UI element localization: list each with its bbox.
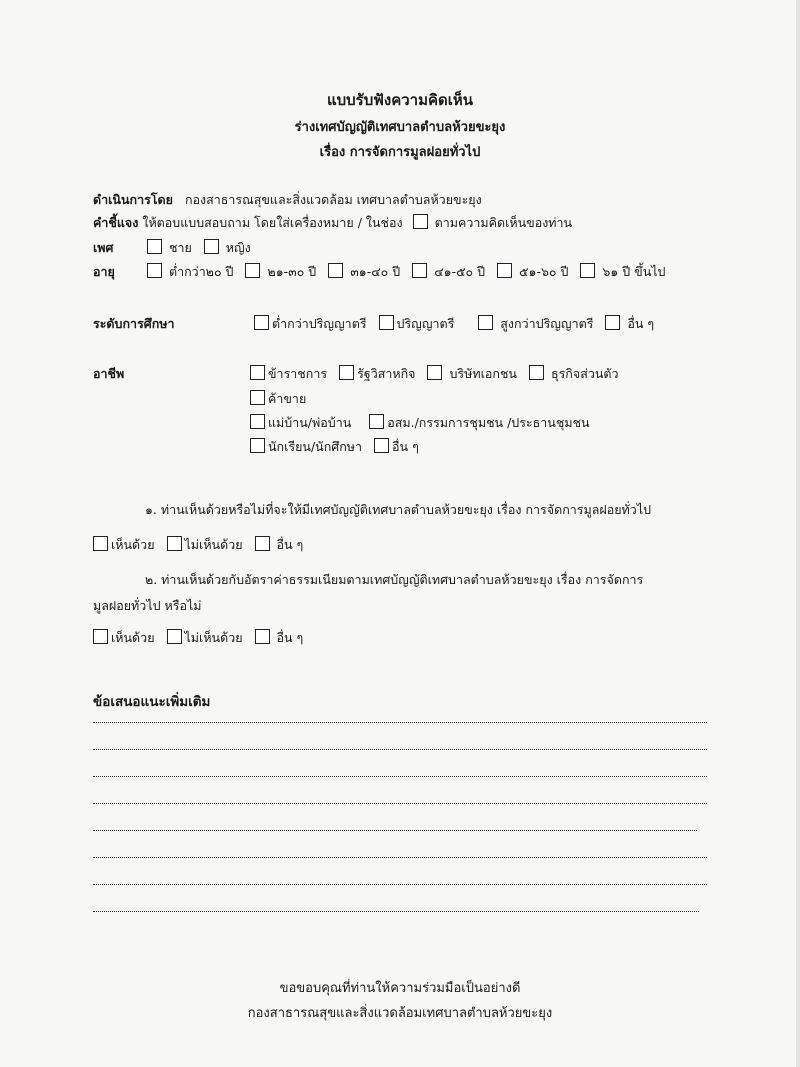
suggestion-line-6[interactable] xyxy=(93,857,707,858)
suggestions-label: ข้อเสนอแนะเพิ่มเติม xyxy=(93,694,211,710)
q2-disagree-checkbox[interactable] xyxy=(167,629,182,644)
edu-above-bachelor-label: สูงกว่าปริญญาตรี xyxy=(500,316,594,331)
q2-text-line2: มูลฝอยทั่วไป หรือไม่ xyxy=(93,598,202,613)
q1-disagree-label: ไม่เห็นด้วย xyxy=(184,537,243,552)
q1-other-label: อื่น ๆ xyxy=(276,537,304,552)
age-21-30-label: ๒๑-๓๐ ปี xyxy=(267,264,317,279)
suggestion-line-1[interactable] xyxy=(93,722,707,723)
edu-below-bachelor-label: ต่ำกว่าปริญญาตรี xyxy=(271,316,367,331)
occ-homemaker-checkbox[interactable] xyxy=(250,414,265,429)
operator-value: กองสาธารณสุขและสิ่งแวดล้อม เทศบาลตำบลห้วยขะยุง xyxy=(184,192,482,207)
operator-label: ดำเนินการโดย xyxy=(93,192,173,207)
gender-row xyxy=(93,238,259,258)
footer-org: กองสาธารณสุขและสิ่งแวดล้อมเทศบาลตำบลห้วยขะยุง xyxy=(247,1006,553,1021)
occupation-row-3 xyxy=(250,413,598,433)
gender-female-label: หญิง xyxy=(225,240,251,255)
q2-other-label: อื่น ๆ xyxy=(276,630,304,645)
age-under20-label: ต่ำกว่า๒๐ ปี xyxy=(168,264,234,279)
occ-state-enterprise-label: รัฐวิสาหกิจ xyxy=(357,366,416,381)
occ-other-label: อื่น ๆ xyxy=(392,439,419,454)
age-under20-checkbox[interactable] xyxy=(147,263,162,278)
example-checkbox xyxy=(413,214,428,229)
occ-private-company-label: บริษัทเอกชน xyxy=(449,366,517,381)
occ-state-enterprise-checkbox[interactable] xyxy=(339,365,354,380)
age-61-plus-label: ๖๑ ปี ขึ้นไป xyxy=(602,264,666,279)
occupation-row-2 xyxy=(250,389,314,409)
suggestion-line-4[interactable] xyxy=(93,803,707,804)
suggestion-line-2[interactable] xyxy=(93,749,707,750)
q1-agree-label: เห็นด้วย xyxy=(111,537,155,552)
q2-text-line1: ๒. ท่านเห็นด้วยกับอัตราค่าธรรมเนียมตามเทศบัญญัติเทศบาลตำบลห้วยขะยุง เรื่อง การจัดการ xyxy=(145,572,644,587)
form-title: แบบรับฟังความคิดเห็น xyxy=(326,91,474,109)
edu-other-label: อื่น ๆ xyxy=(627,316,655,331)
age-row xyxy=(93,262,673,282)
occ-private-company-checkbox[interactable] xyxy=(427,365,442,380)
suggestion-line-7[interactable] xyxy=(93,884,707,885)
age-51-60-checkbox[interactable] xyxy=(497,263,512,278)
edu-bachelor-label: ปริญญาตรี xyxy=(396,316,455,331)
occ-homemaker-label: แม่บ้าน/พ่อบ้าน xyxy=(268,415,352,430)
age-41-50-label: ๔๑-๕๐ ปี xyxy=(434,264,486,279)
q2-agree-checkbox[interactable] xyxy=(93,629,108,644)
footer-thanks: ขอขอบคุณที่ท่านให้ความร่วมมือเป็นอย่างดี xyxy=(279,981,521,996)
suggestion-line-8[interactable] xyxy=(93,911,699,912)
age-21-30-checkbox[interactable] xyxy=(245,263,260,278)
education-row xyxy=(93,314,662,334)
age-41-50-checkbox[interactable] xyxy=(412,263,427,278)
q2-disagree-label: ไม่เห็นด้วย xyxy=(184,630,243,645)
q1-text: ๑. ท่านเห็นด้วยหรือไม่ที่จะให้มีเทศบัญญัติเทศบาลตำบลห้วยขะยุง เรื่อง การจัดการมูลฝอยทั่วไป xyxy=(145,502,652,517)
operator-line xyxy=(93,190,482,210)
age-61-plus-checkbox[interactable] xyxy=(580,263,595,278)
instruction-line xyxy=(93,213,572,233)
occ-government-label: ข้าราชการ xyxy=(268,366,328,381)
occ-other-checkbox[interactable] xyxy=(374,438,389,453)
edu-above-bachelor-checkbox[interactable] xyxy=(478,315,493,330)
occ-trader-checkbox[interactable] xyxy=(250,390,265,405)
gender-female-checkbox[interactable] xyxy=(204,239,219,254)
instruction-text-before: ให้ตอบแบบสอบถาม โดยใส่เครื่องหมาย / ในช่อง xyxy=(142,215,403,230)
age-label: อายุ xyxy=(93,264,115,279)
age-31-40-label: ๓๑-๔๐ ปี xyxy=(350,264,401,279)
occ-trader-label: ค้าขาย xyxy=(268,391,307,406)
instruction-text-after: ตามความคิดเห็นของท่าน xyxy=(434,215,573,230)
q2-other-checkbox[interactable] xyxy=(255,629,270,644)
occ-own-business-label: ธุรกิจส่วนตัว xyxy=(550,366,619,381)
occ-student-label: นักเรียน/นักศึกษา xyxy=(268,439,363,454)
gender-label: เพศ xyxy=(93,240,114,255)
suggestion-line-5[interactable] xyxy=(93,830,697,831)
occ-community-label: อสม./กรรมการชุมชน /ประธานชุมชน xyxy=(387,415,590,430)
q1-options xyxy=(93,535,311,555)
q1-agree-checkbox[interactable] xyxy=(93,536,108,551)
education-label: ระดับการศึกษา xyxy=(93,316,175,331)
edu-bachelor-checkbox[interactable] xyxy=(379,315,394,330)
occ-own-business-checkbox[interactable] xyxy=(529,365,544,380)
form-subtitle: ร่างเทศบัญญัติเทศบาลตำบลห้วยขะยุง xyxy=(294,120,506,135)
occ-government-checkbox[interactable] xyxy=(250,365,265,380)
occupation-row-4 xyxy=(250,437,427,457)
q2-options xyxy=(93,628,311,648)
q2-agree-label: เห็นด้วย xyxy=(111,630,155,645)
occ-community-checkbox[interactable] xyxy=(369,414,384,429)
scan-edge xyxy=(796,0,800,1067)
age-31-40-checkbox[interactable] xyxy=(328,263,343,278)
occupation-label: อาชีพ xyxy=(93,366,125,381)
occ-student-checkbox[interactable] xyxy=(250,438,265,453)
occupation-row-1 xyxy=(250,364,627,384)
instruction-label: คำชี้แจง xyxy=(93,215,139,230)
gender-male-checkbox[interactable] xyxy=(147,239,162,254)
suggestion-line-3[interactable] xyxy=(93,776,707,777)
q1-disagree-checkbox[interactable] xyxy=(167,536,182,551)
edu-other-checkbox[interactable] xyxy=(605,315,620,330)
q1-other-checkbox[interactable] xyxy=(255,536,270,551)
age-51-60-label: ๕๑-๖๐ ปี xyxy=(519,264,569,279)
edu-below-bachelor-checkbox[interactable] xyxy=(254,315,269,330)
form-subject: เรื่อง การจัดการมูลฝอยทั่วไป xyxy=(319,145,481,160)
gender-male-label: ชาย xyxy=(168,240,192,255)
